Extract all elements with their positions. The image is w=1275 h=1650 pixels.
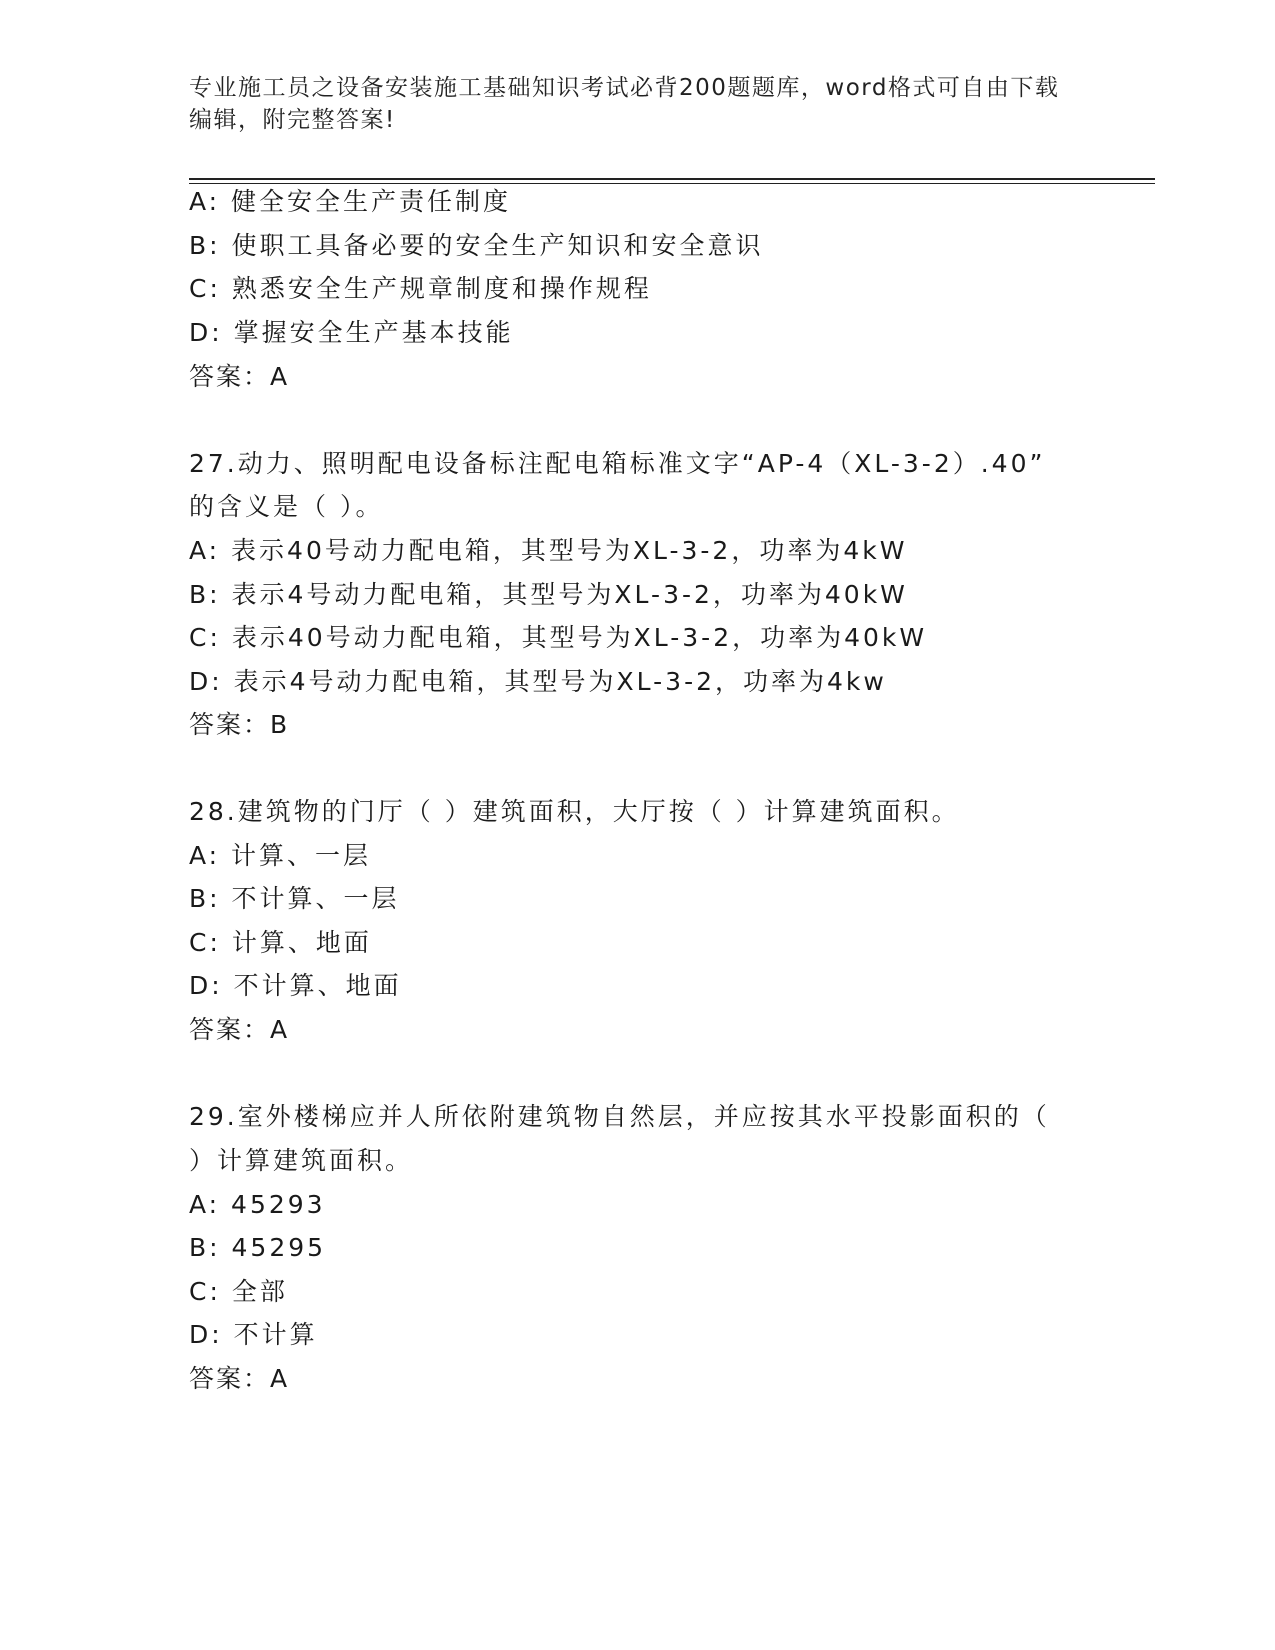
question-29-text-cont: ）计算建筑面积。	[189, 1146, 414, 1175]
option-d: D: 掌握安全生产基本技能	[189, 318, 514, 347]
option-d: D: 不计算、地面	[189, 971, 402, 1000]
question-28-text: 28.建筑物的门厅（ ）建筑面积，大厅按（ ）计算建筑面积。	[189, 797, 960, 826]
option-c: C: 熟悉安全生产规章制度和操作规程	[189, 274, 652, 303]
option-b: B: 表示4号动力配电箱，其型号为XL-3-2，功率为40kW	[189, 580, 908, 609]
header-line-1: 专业施工员之设备安装施工基础知识考试必背200题题库，word格式可自由下载	[189, 75, 1060, 101]
option-a: A: 健全安全生产责任制度	[189, 187, 512, 216]
page-header	[189, 72, 1089, 136]
answer-line: 答案：A	[189, 362, 290, 391]
header-line-2: 编辑，附完整答案!	[189, 107, 396, 133]
header-divider-thick	[189, 178, 1155, 180]
question-29-text: 29.室外楼梯应并人所依附建筑物自然层，并应按其水平投影面积的（	[189, 1102, 1050, 1131]
answer-line: 答案：A	[189, 1015, 290, 1044]
option-c: C: 全部	[189, 1277, 288, 1306]
answer-line: 答案：A	[189, 1364, 290, 1393]
option-a: A: 表示40号动力配电箱，其型号为XL-3-2，功率为4kW	[189, 536, 908, 565]
header-divider-thin	[189, 183, 1155, 184]
option-d: D: 表示4号动力配电箱，其型号为XL-3-2，功率为4kw	[189, 667, 887, 696]
option-c: C: 表示40号动力配电箱，其型号为XL-3-2，功率为40kW	[189, 623, 928, 652]
question-27-text-cont: 的含义是（ ）。	[189, 492, 384, 521]
option-b: B: 不计算、一层	[189, 884, 400, 913]
option-b: B: 使职工具备必要的安全生产知识和安全意识	[189, 231, 764, 260]
option-c: C: 计算、地面	[189, 928, 372, 957]
question-27-text: 27.动力、照明配电设备标注配电箱标准文字“AP-4（XL-3-2）.40”	[189, 449, 1046, 478]
option-d: D: 不计算	[189, 1320, 318, 1349]
option-a: A: 计算、一层	[189, 841, 372, 870]
answer-line: 答案：B	[189, 710, 290, 739]
option-b: B: 45295	[189, 1233, 327, 1262]
option-a: A: 45293	[189, 1190, 326, 1219]
